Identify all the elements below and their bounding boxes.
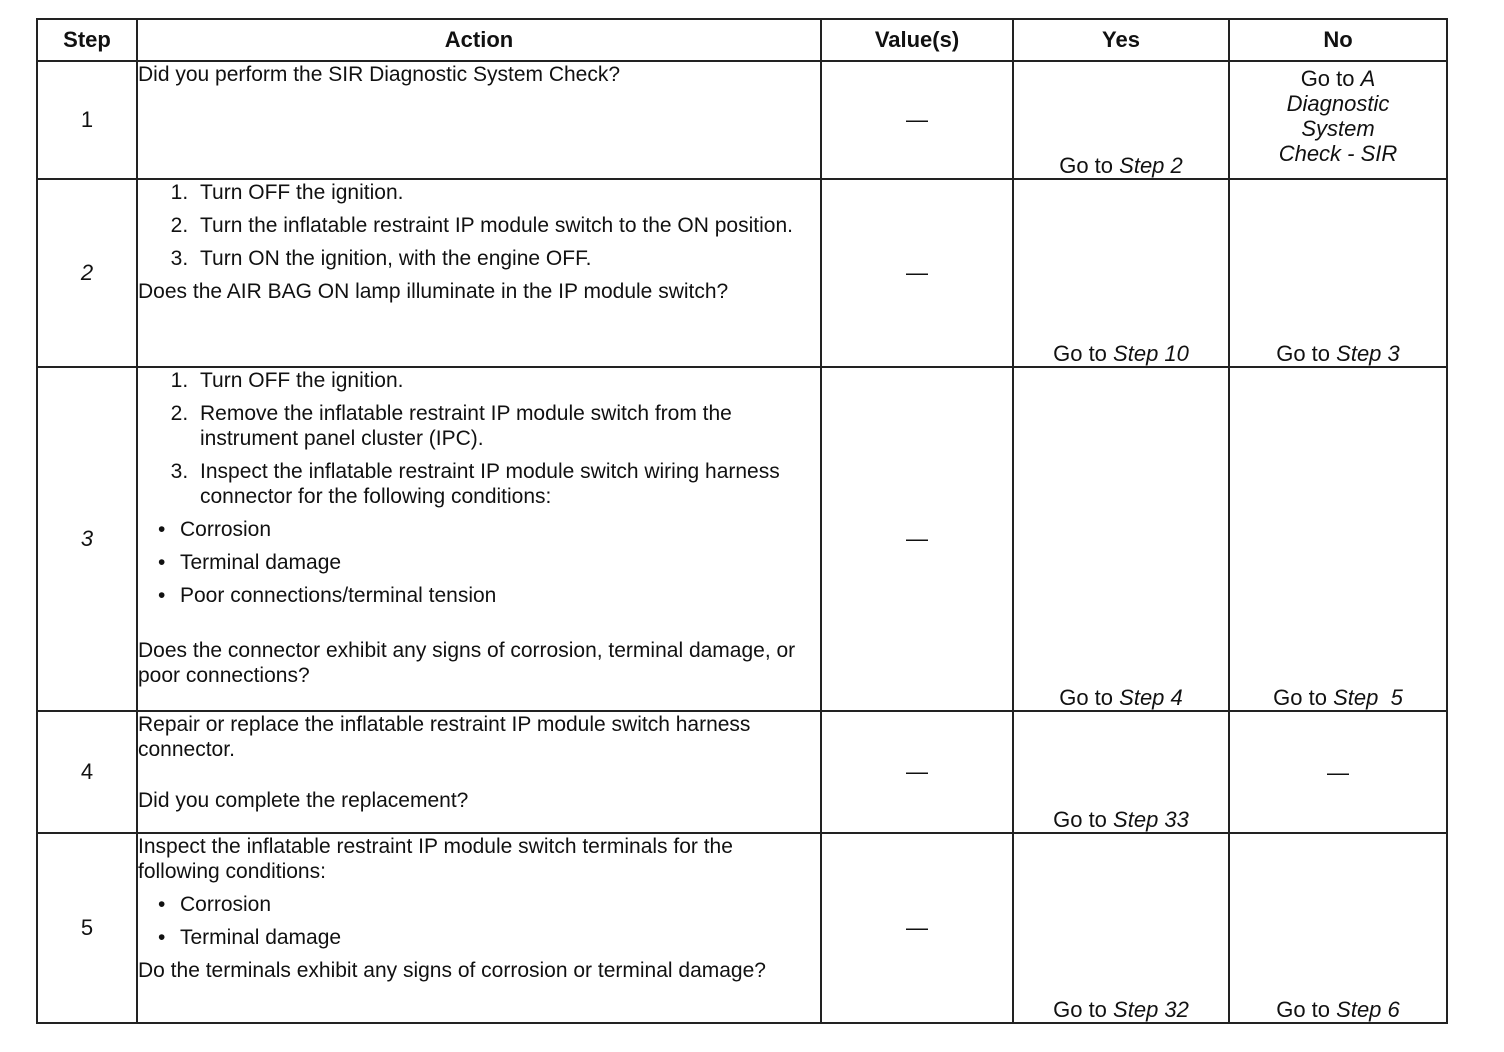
action-steps — [138, 180, 820, 271]
action-steps — [138, 368, 820, 509]
table-row — [37, 179, 1447, 367]
header-step: Step — [37, 19, 137, 61]
header-row — [37, 19, 1447, 61]
value-cell: — — [821, 833, 1013, 1023]
action-question: Do the terminals exhibit any signs of corrosion or terminal damage? — [138, 959, 766, 982]
action-text: Inspect the inflatable restraint IP module switch terminals for the following conditions: — [138, 835, 733, 883]
header-action: Action — [137, 19, 821, 61]
yes-cell: Go to Step 2 — [1013, 61, 1229, 179]
value-cell: — — [821, 179, 1013, 367]
action-cell — [137, 367, 821, 711]
list-item: 2. Turn the inflatable restraint IP module switch to the ON position. — [194, 213, 820, 238]
header-values: Value(s) — [821, 19, 1013, 61]
action-cell — [137, 833, 821, 1023]
no-cell: Go to Step 3 — [1229, 179, 1447, 367]
condition-list — [138, 517, 820, 608]
action-text: Did you perform the SIR Diagnostic System Check? — [138, 63, 621, 86]
yes-target: Step 33 — [1113, 807, 1189, 832]
action-cell — [137, 711, 821, 833]
value-cell: — — [821, 61, 1013, 179]
step-number: 2 — [37, 179, 137, 367]
no-target: Step 3 — [1336, 341, 1400, 366]
yes-target: Step 10 — [1113, 341, 1189, 366]
no-cell: Go to Step 6 — [1229, 833, 1447, 1023]
list-item: 1. Turn OFF the ignition. — [194, 368, 820, 393]
no-cell: — — [1229, 711, 1447, 833]
header-no: No — [1229, 19, 1447, 61]
condition-list — [138, 892, 820, 950]
list-item: 3. Inspect the inflatable restraint IP module switch wiring harness connector for the following conditions: — [194, 459, 820, 509]
yes-target: Step 32 — [1113, 997, 1189, 1022]
list-item: 3. Turn ON the ignition, with the engine OFF. — [194, 246, 820, 271]
action-question: Does the connector exhibit any signs of corrosion, terminal damage, or poor connections? — [138, 639, 796, 687]
table-row — [37, 367, 1447, 711]
yes-cell: Go to Step 32 — [1013, 833, 1229, 1023]
diagnostic-table — [36, 18, 1448, 1024]
step-number: 3 — [37, 367, 137, 711]
value-cell: — — [821, 367, 1013, 711]
yes-target: Step 2 — [1119, 153, 1183, 178]
table-row — [37, 61, 1447, 179]
list-item: 2. Remove the inflatable restraint IP module switch from the instrument panel cluster (IPC). — [194, 401, 820, 451]
no-cell: Go to A Diagnostic System Check - SIR — [1229, 61, 1447, 179]
yes-cell: Go to Step 33 — [1013, 711, 1229, 833]
step-number: 5 — [37, 833, 137, 1023]
no-cell: Go to Step 5 — [1229, 367, 1447, 711]
list-item: • Corrosion — [180, 517, 820, 542]
action-question: Does the AIR BAG ON lamp illuminate in the IP module switch? — [138, 280, 729, 303]
table-row — [37, 711, 1447, 833]
list-item: 1. Turn OFF the ignition. — [194, 180, 820, 205]
list-item: • Terminal damage — [180, 550, 820, 575]
yes-target: Step 4 — [1119, 685, 1183, 710]
step-number: 1 — [37, 61, 137, 179]
header-yes: Yes — [1013, 19, 1229, 61]
action-cell — [137, 179, 821, 367]
action-question: Did you complete the replacement? — [138, 789, 469, 812]
no-target: Step 5 — [1333, 685, 1403, 710]
step-number: 4 — [37, 711, 137, 833]
list-item: • Poor connections/terminal tension — [180, 583, 820, 608]
yes-cell: Go to Step 10 — [1013, 179, 1229, 367]
list-item: • Terminal damage — [180, 925, 820, 950]
action-text: Repair or replace the inflatable restraint IP module switch harness connector. — [138, 713, 751, 761]
table-row — [37, 833, 1447, 1023]
list-item: • Corrosion — [180, 892, 820, 917]
action-cell — [137, 61, 821, 179]
no-target: Step 6 — [1336, 997, 1400, 1022]
value-cell: — — [821, 711, 1013, 833]
yes-cell: Go to Step 4 — [1013, 367, 1229, 711]
